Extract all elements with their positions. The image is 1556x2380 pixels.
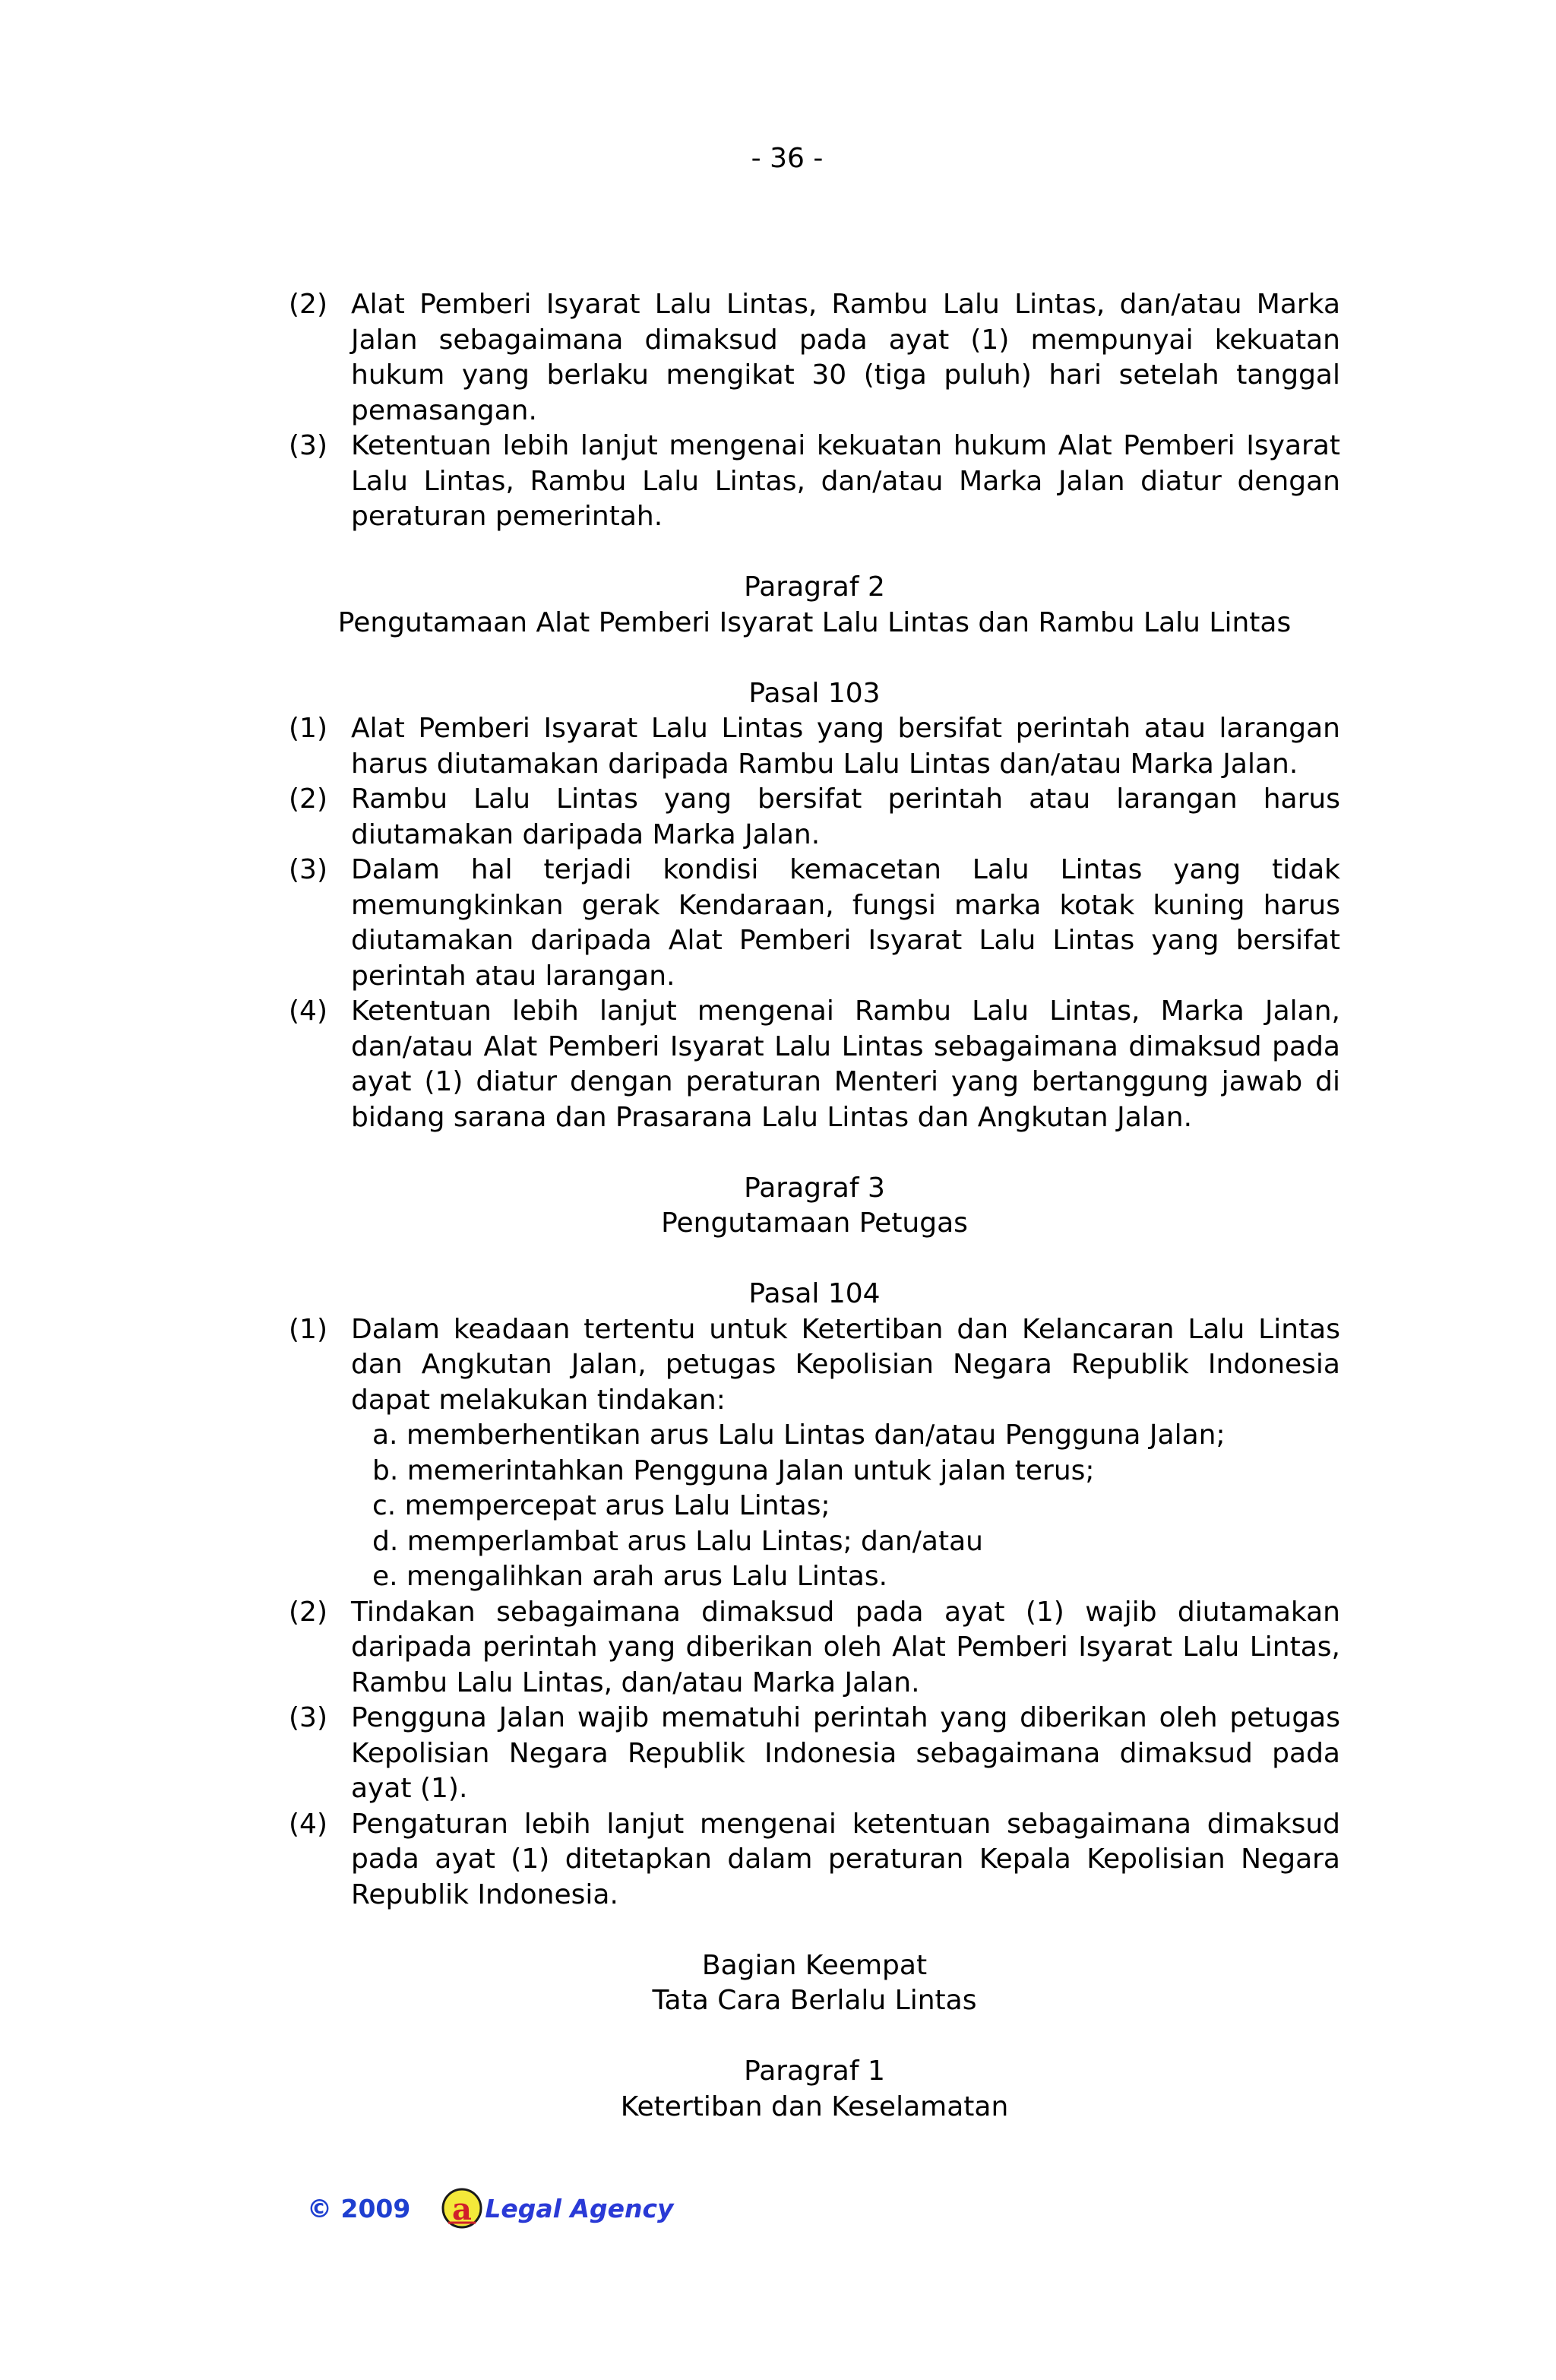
paragraf-heading: Paragraf 1 — [744, 2056, 885, 2087]
item-number: (3) — [289, 1702, 327, 1733]
copyright-text: © 2009 — [307, 2193, 411, 2223]
item-text: Pengguna Jalan wajib mematuhi perintah yang diberikan oleh petugas Kepolisian Negara Republik Indonesia sebagaimana dimaksud pada ayat (1). — [351, 1702, 1340, 1804]
item-text: Alat Pemberi Isyarat Lalu Lintas yang bersifat perintah atau larangan harus diutamakan daripada Rambu Lalu Lintas dan/atau Marka Jalan. — [351, 713, 1340, 780]
item-text: Alat Pemberi Isyarat Lalu Lintas, Rambu Lalu Lintas, dan/atau Marka Jalan sebagaimana dimaksud pada ayat (1) mempunyai kekuatan hukum yang berlaku mengikat 30 (tiga puluh) hari setelah tanggal pemasangan. — [351, 289, 1340, 426]
pasal-heading: Pasal 104 — [748, 1278, 881, 1309]
sub-item: a. memberhentikan arus Lalu Lintas dan/atau Pengguna Jalan; — [372, 1419, 1226, 1451]
item-number: (1) — [289, 1313, 327, 1345]
sub-item: e. mengalihkan arah arus Lalu Lintas. — [372, 1561, 888, 1592]
item-number: (2) — [289, 1596, 327, 1628]
document-body — [289, 287, 1340, 2125]
article-item — [289, 711, 1340, 782]
page-number: - 36 - — [751, 143, 824, 174]
paragraf-title: Pengutamaan Petugas — [661, 1207, 968, 1239]
article-item — [289, 287, 1340, 429]
pasal-heading: Pasal 103 — [748, 677, 881, 709]
item-text: Dalam hal terjadi kondisi kemacetan Lalu Lintas yang tidak memungkinkan gerak Kendaraan, fungsi marka kotak kuning harus diutamakan daripada Alat Pemberi Isyarat Lalu Lintas yang bersifat perintah atau larangan. — [351, 854, 1340, 992]
article-item — [289, 1701, 1340, 1807]
article-item — [289, 994, 1340, 1135]
item-number: (1) — [289, 713, 327, 744]
item-number: (3) — [289, 854, 327, 885]
paragraf-title: Ketertiban dan Keselamatan — [620, 2090, 1009, 2122]
article-item — [289, 1312, 1340, 1595]
item-text: Rambu Lalu Lintas yang bersifat perintah atau larangan harus diutamakan daripada Marka Jalan. — [351, 783, 1340, 850]
item-text: Dalam keadaan tertentu untuk Ketertiban dan Kelancaran Lalu Lintas dan Angkutan Jalan, petugas Kepolisian Negara Republik Indonesia dapat melakukan tindakan: — [351, 1313, 1340, 1416]
paragraf-heading: Paragraf 2 — [744, 571, 885, 603]
item-number: (4) — [289, 995, 327, 1027]
item-number: (4) — [289, 1808, 327, 1840]
paragraf-title: Pengutamaan Alat Pemberi Isyarat Lalu Lintas dan Rambu Lalu Lintas — [337, 606, 1292, 638]
bagian-title: Tata Cara Berlalu Lintas — [652, 1985, 977, 2016]
article-item — [289, 1807, 1340, 1913]
article-item — [289, 853, 1340, 994]
article-item — [289, 429, 1340, 535]
item-number: (2) — [289, 783, 327, 815]
item-text: Ketentuan lebih lanjut mengenai Rambu Lalu Lintas, Marka Jalan, dan/atau Alat Pemberi Isyarat Lalu Lintas sebagaimana dimaksud pada ayat (1) diatur dengan peraturan Menteri yang bertanggung jawab di bidang sarana dan Prasarana Lalu Lintas dan Angkutan Jalan. — [351, 995, 1340, 1133]
logo-letter: a — [452, 2192, 473, 2227]
item-text: Pengaturan lebih lanjut mengenai ketentuan sebagaimana dimaksud pada ayat (1) ditetapkan dalam peraturan Kepala Kepolisian Negara Republik Indonesia. — [351, 1808, 1340, 1910]
article-item — [289, 782, 1340, 853]
legal-agency-logo-icon — [439, 2185, 485, 2231]
footer — [307, 2185, 674, 2231]
sub-item: d. memperlambat arus Lalu Lintas; dan/atau — [372, 1525, 983, 1557]
bagian-heading: Bagian Keempat — [701, 1949, 928, 1981]
article-item — [289, 1595, 1340, 1701]
item-text: Ketentuan lebih lanjut mengenai kekuatan hukum Alat Pemberi Isyarat Lalu Lintas, Rambu Lalu Lintas, dan/atau Marka Jalan diatur dengan peraturan pemerintah. — [351, 430, 1340, 532]
brand-text: Legal Agency — [485, 2193, 674, 2223]
sub-item: b. memerintahkan Pengguna Jalan untuk jalan terus; — [372, 1454, 1095, 1486]
paragraf-heading: Paragraf 3 — [744, 1172, 885, 1204]
sub-item: c. mempercepat arus Lalu Lintas; — [372, 1490, 830, 1521]
item-number: (3) — [289, 430, 327, 461]
item-text: Tindakan sebagaimana dimaksud pada ayat (1) wajib diutamakan daripada perintah yang diberikan oleh Alat Pemberi Isyarat Lalu Lintas, Rambu Lalu Lintas, dan/atau Marka Jalan. — [351, 1596, 1340, 1698]
item-number: (2) — [289, 289, 327, 320]
